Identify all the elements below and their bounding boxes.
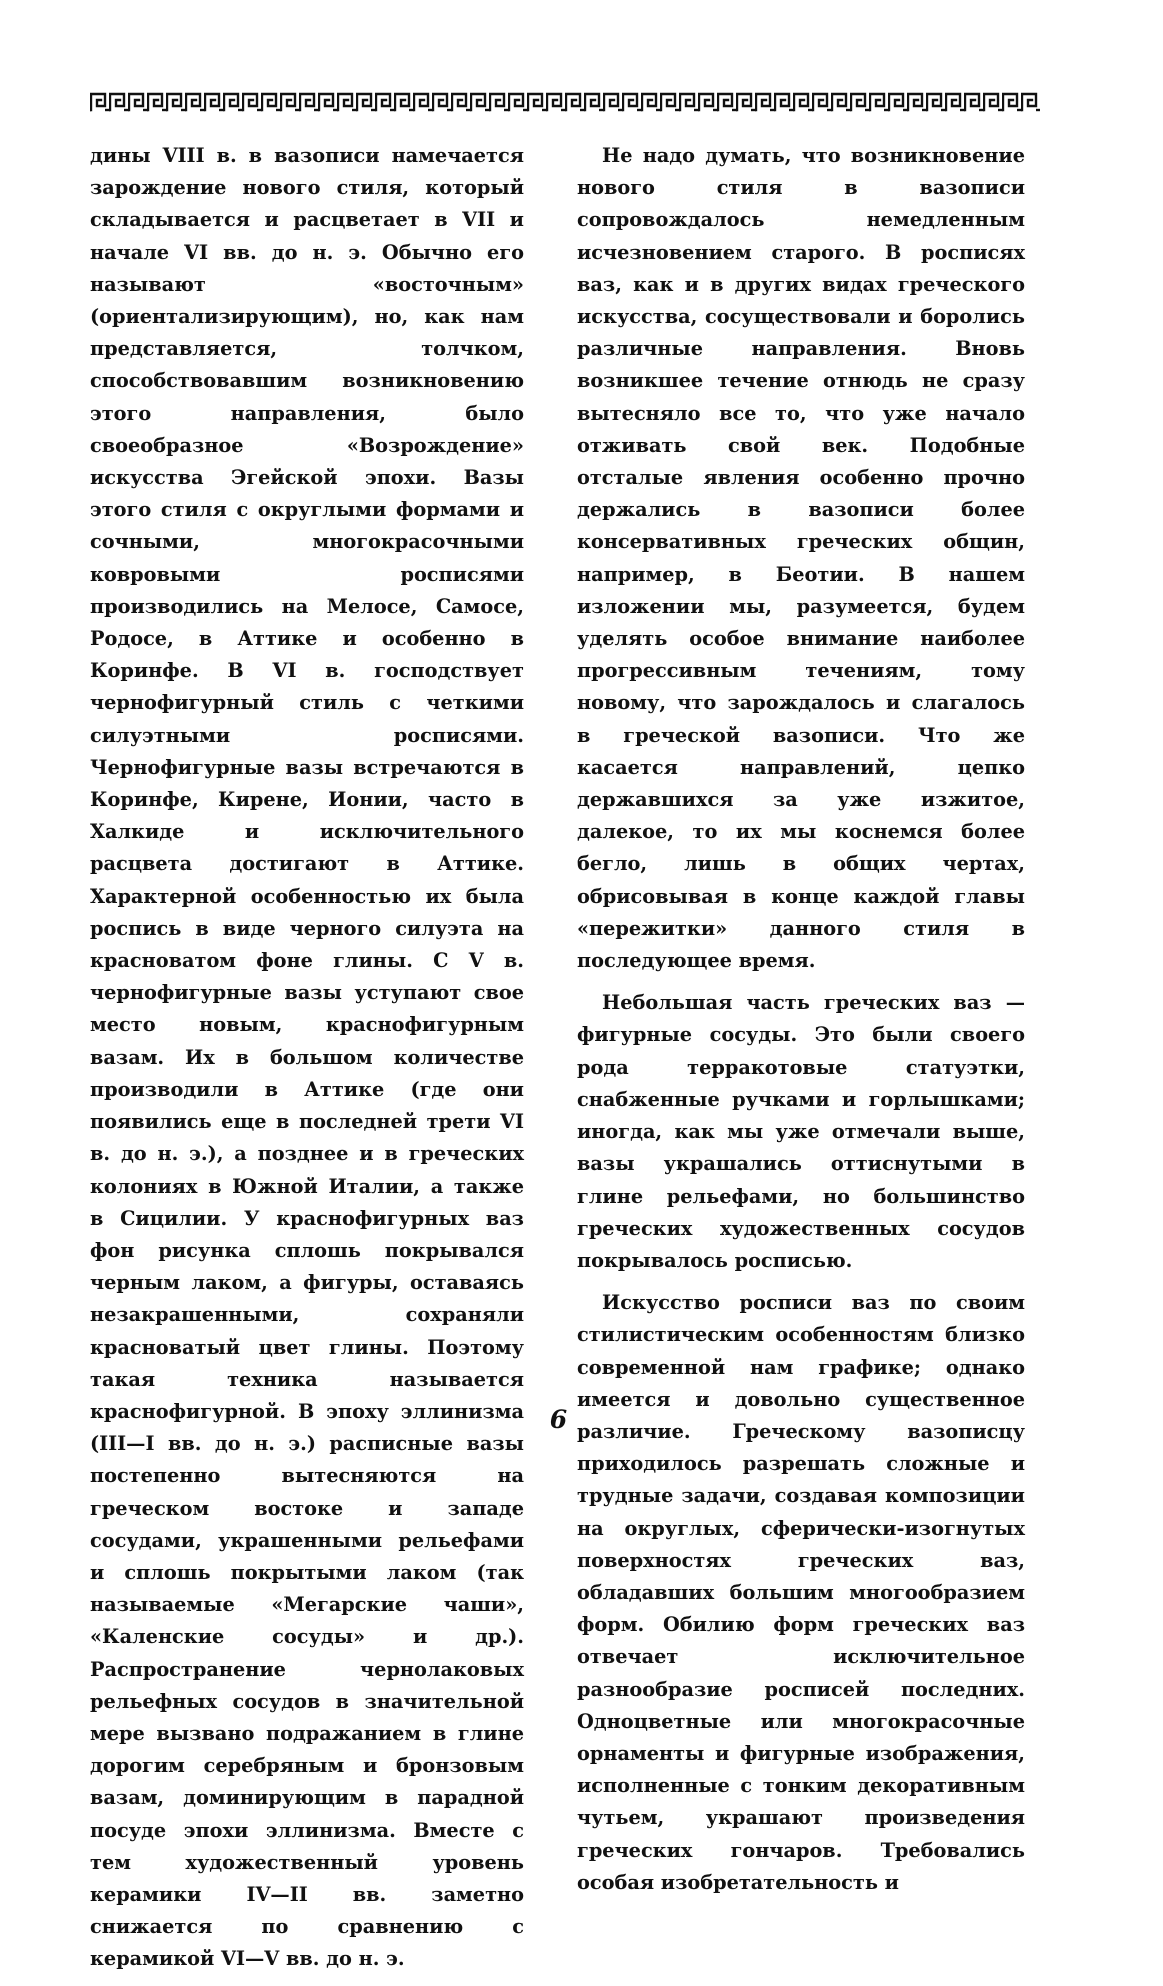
right-paragraph-2: Небольшая часть греческих ваз — фигурные сосуды. Это были своего рода терракотовые статуэтки, снабженные ручками и горлышками; иногда, как мы уже отмечали выше, вазы украшались оттиснутыми в глине рельефами, но большинство греческих художественных сосудов покрывалось росписью. [577, 991, 1025, 1272]
right-paragraph-1: Не надо думать, что возникновение нового стиля в вазописи сопровождалось немедленным исчезновением старого. В росписях ваз, как и в других видах греческого искусства, сосуществовали и боролись различные направления. Вновь возникшее течение отнюдь не сразу вытесняло все то, что уже начало отживать свой век. Подобные отсталые явления особенно прочно держались в вазописи более консервативных греческих общин, например, в Беотии. В нашем изложении мы, разумеется, будем уделять особое внимание наиболее прогрессивным течениям, тому новому, что зарождалось и слагалось в греческой вазописи. Что же касается направлений, цепко державшихся за уже изжитое, далекое, то их мы коснемся более бегло, лишь в общих чертах, обрисовывая в конце каждой главы «пережитки» данного стиля в последующее время. [577, 144, 1025, 973]
right-paragraph-3: Искусство росписи ваз по своим стилистическим особенностям близко современной нам графике; однако имеется и довольно существенное различие. Греческому вазописцу приходилось разрешать сложные и трудные задачи, создавая композиции на округлых, сферически-изогнутых поверхностях греческих ваз, обладавших большим многообразием форм. Обилию форм греческих ваз отвечает исключительное разнообразие росписей последних. Одноцветные или многокрасочные орнаменты и фигурные изображения, исполненные с тонким декоративным чутьем, украшают произведения греческих гончаров. Требовались особая изобретательность и [577, 1291, 1025, 1894]
greek-key-border [90, 89, 1040, 115]
page-number: 6 [549, 1405, 568, 1434]
left-text-column [90, 140, 524, 1986]
left-paragraph-1: дины VIII в. в вазописи намечается зарождение нового стиля, который складывается и расцветает в VII и начале VI вв. до н. э. Обычно его называют «восточным» (ориентализирующим), но, как нам представляется, толчком, способствовавшим возникновению этого направления, было своеобразное «Возрождение» искусства Эгейской эпохи. Вазы этого стиля с округлыми формами и сочными, многокрасочными ковровыми росписями производились на Мелосе, Самосе, Родосе, в Аттике и особенно в Коринфе. В VI в. господствует чернофигурный стиль с четкими силуэтными росписями. Чернофигурные вазы встречаются в Коринфе, Кирене, Ионии, часто в Халкиде и исключительного расцвета достигают в Аттике. Характерной особенностью их была роспись в виде черного силуэта на красноватом фоне глины. С V в. чернофигурные вазы уступают свое место новым, краснофигурным вазам. Их в большом количестве производили в Аттике (где они появились еще в последней трети VI в. до н. э.), а позднее и в греческих колониях в Южной Италии, а также в Сицилии. У краснофигурных ваз фон рисунка сплошь покрывался черным лаком, а фигуры, оставаясь незакрашенными, сохраняли красноватый цвет глины. Поэтому такая техника называется краснофигурной. В эпоху эллинизма (III—I вв. до н. э.) расписные вазы постепенно вытесняются на греческом востоке и западе сосудами, украшенными рельефами и сплошь покрытыми лаком (так называемые «Мегарские чаши», «Каленские сосуды» и др.). Распространение чернолаковых рельефных сосудов в значительной мере вызвано подражанием в глине дорогим серебряным и бронзовым вазам, доминирующим в парадной посуде эпохи эллинизма. Вместе с тем художественный уровень керамики IV—II вв. заметно снижается по сравнению с керамикой VI—V вв. до н. э. [90, 144, 524, 1971]
right-text-column [577, 140, 1025, 1909]
